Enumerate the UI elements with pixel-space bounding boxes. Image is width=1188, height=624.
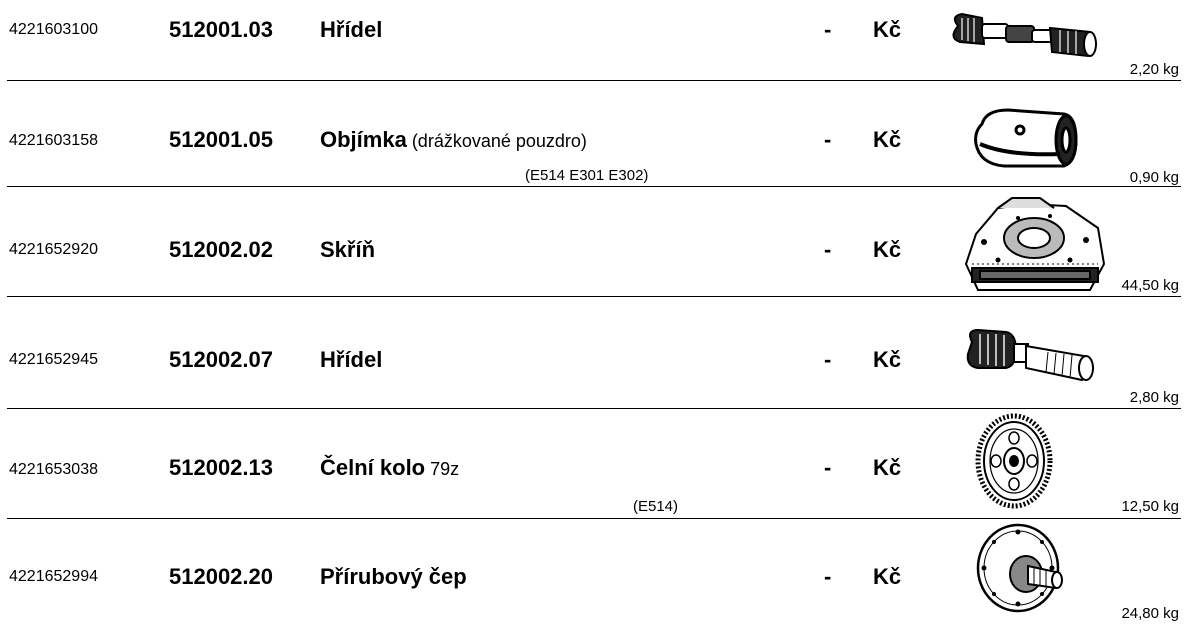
item-weight: 24,80 kg bbox=[1121, 605, 1179, 622]
item-code: 4221603100 bbox=[9, 21, 98, 38]
gearbox-housing-icon bbox=[958, 194, 1108, 294]
price-dash: - bbox=[824, 564, 832, 589]
compatibility-note: (E514 E301 E302) bbox=[525, 167, 649, 184]
part-name bbox=[320, 128, 587, 153]
catalog-row bbox=[0, 0, 1188, 82]
spur-gear-icon bbox=[972, 412, 1056, 510]
part-name bbox=[320, 18, 382, 43]
catalog-row bbox=[0, 298, 1188, 410]
item-code: 4221653038 bbox=[9, 461, 98, 478]
part-number: 512002.07 bbox=[169, 347, 273, 372]
price-currency: Kč bbox=[873, 455, 902, 480]
part-name-text: Objímka bbox=[320, 127, 407, 152]
price-dash: - bbox=[824, 347, 832, 372]
price-currency: Kč bbox=[873, 237, 902, 262]
part-name-text: Hřídel bbox=[320, 347, 383, 372]
splined-shaft-icon bbox=[940, 8, 1102, 64]
item-weight: 2,80 kg bbox=[1129, 389, 1179, 406]
price-dash: - bbox=[824, 127, 832, 152]
item-weight: 2,20 kg bbox=[1129, 61, 1179, 78]
part-description: 79z bbox=[425, 459, 460, 479]
part-number: 512002.02 bbox=[169, 237, 273, 262]
part-name-text: Čelní kolo bbox=[320, 455, 426, 480]
flange-pin-icon bbox=[972, 522, 1072, 614]
part-name-text: Hřídel bbox=[320, 17, 383, 42]
row-divider bbox=[7, 80, 1181, 81]
price-currency: Kč bbox=[873, 127, 902, 152]
row-divider bbox=[7, 296, 1181, 297]
part-name-text: Skříň bbox=[320, 237, 376, 262]
catalog-row bbox=[0, 410, 1188, 520]
item-code: 4221652994 bbox=[9, 568, 98, 585]
sleeve-icon bbox=[968, 102, 1084, 176]
item-code: 4221652920 bbox=[9, 241, 98, 258]
part-name bbox=[320, 456, 459, 481]
part-name bbox=[320, 348, 382, 373]
compatibility-note: (E514) bbox=[633, 498, 679, 515]
part-name-text: Přírubový čep bbox=[320, 564, 467, 589]
pinion-shaft-icon bbox=[960, 326, 1100, 392]
row-divider bbox=[7, 408, 1181, 409]
item-code: 4221603158 bbox=[9, 132, 98, 149]
part-number: 512001.03 bbox=[169, 17, 273, 42]
item-code: 4221652945 bbox=[9, 351, 98, 368]
item-weight: 12,50 kg bbox=[1121, 498, 1179, 515]
part-number: 512001.05 bbox=[169, 127, 273, 152]
part-name bbox=[320, 565, 467, 590]
price-currency: Kč bbox=[873, 347, 902, 372]
part-description: (drážkované pouzdro) bbox=[406, 131, 587, 151]
row-divider bbox=[7, 518, 1181, 519]
item-weight: 44,50 kg bbox=[1121, 277, 1179, 294]
price-dash: - bbox=[824, 237, 832, 262]
price-dash: - bbox=[824, 455, 832, 480]
catalog-row bbox=[0, 82, 1188, 188]
price-dash: - bbox=[824, 17, 832, 42]
price-currency: Kč bbox=[873, 564, 902, 589]
catalog-row bbox=[0, 188, 1188, 298]
catalog-row bbox=[0, 520, 1188, 624]
part-number: 512002.20 bbox=[169, 564, 273, 589]
part-number: 512002.13 bbox=[169, 455, 273, 480]
item-weight: 0,90 kg bbox=[1129, 169, 1179, 186]
row-divider bbox=[7, 186, 1181, 187]
part-name bbox=[320, 238, 375, 263]
price-currency: Kč bbox=[873, 17, 902, 42]
